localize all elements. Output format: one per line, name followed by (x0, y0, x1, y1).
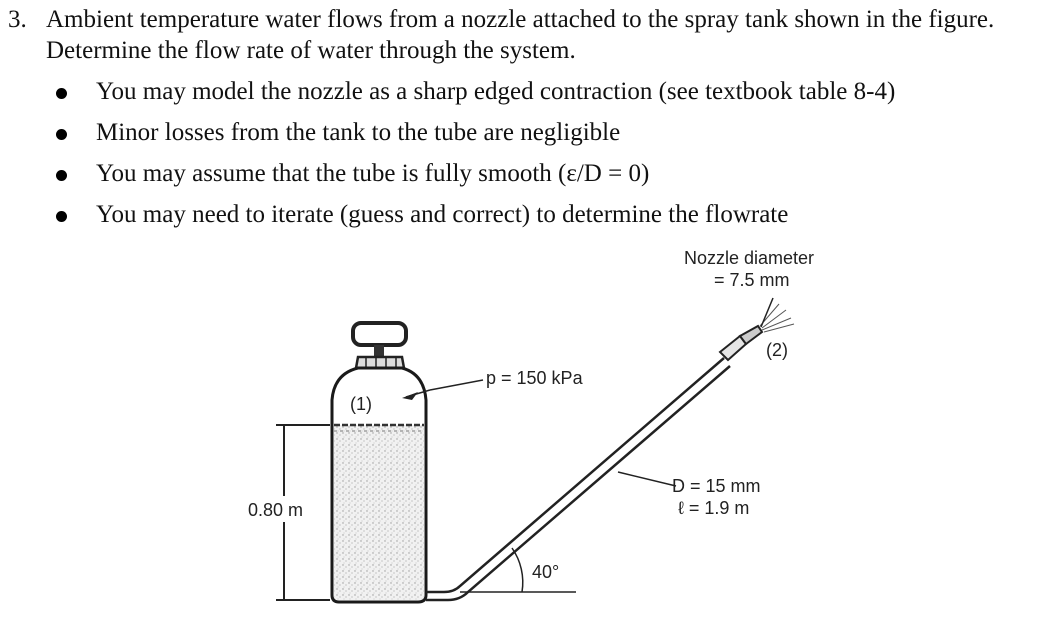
list-item (8, 196, 1028, 237)
point-2-label: (2) (766, 340, 788, 360)
problem-number: 3. (8, 6, 27, 33)
list-item (8, 73, 1028, 114)
point-1-label: (1) (350, 394, 372, 414)
tube-diameter-label: D = 15 mm (672, 476, 761, 496)
bullet-icon (56, 129, 67, 140)
bullet-icon (56, 211, 67, 222)
bullet-text: You may assume that the tube is fully smooth (ε/D = 0) (96, 160, 650, 187)
spray-tank-figure (246, 240, 846, 620)
water-fill (334, 425, 424, 600)
pressure-label: p = 150 kPa (486, 368, 583, 388)
tank-handle (353, 323, 406, 345)
bullet-text: You may need to iterate (guess and correct) to determine the flowrate (96, 201, 789, 228)
assumption-list (8, 73, 1028, 237)
list-item (8, 114, 1028, 155)
bullet-icon (56, 170, 67, 181)
bullet-icon (56, 88, 67, 99)
nozzle-diameter-label: Nozzle diameter (684, 248, 815, 268)
problem-text: Ambient temperature water flows from a nozzle attached to the spray tank shown in the figure. Determine the flow rate of water through the system. (46, 6, 995, 64)
height-label: 0.80 m (248, 500, 304, 520)
bullet-text: Minor losses from the tank to the tube are negligible (96, 119, 621, 146)
angle-label: 40° (532, 562, 560, 582)
nozzle-diameter-value: = 7.5 mm (714, 270, 790, 290)
tube-length-label: ℓ = 1.9 m (678, 498, 750, 518)
list-item (8, 155, 1028, 196)
bullet-text: You may model the nozzle as a sharp edged contraction (see textbook table 8-4) (96, 78, 896, 105)
problem-statement (8, 4, 1028, 237)
tube (426, 358, 724, 592)
